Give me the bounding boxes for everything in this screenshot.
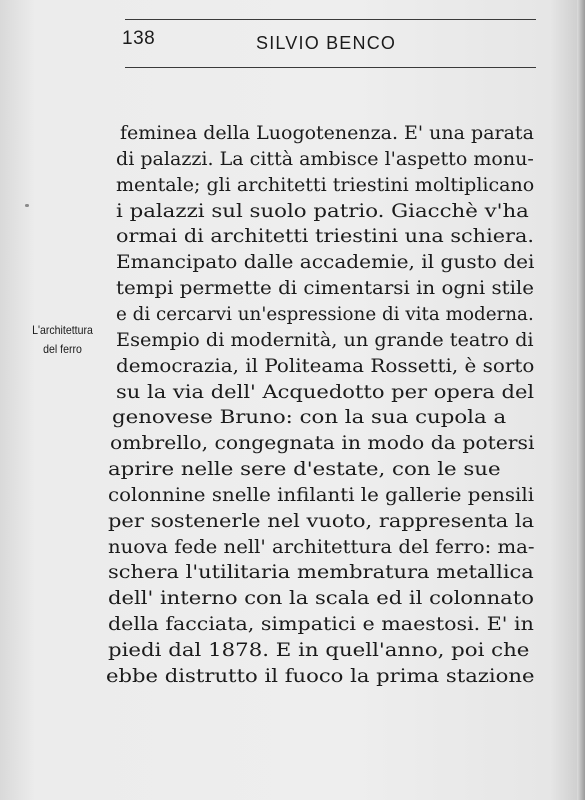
header-rule-bottom (125, 67, 536, 68)
body-text-line: colonnine snelle infilanti le gallerie pensili (108, 484, 535, 506)
body-text-line: genovese Bruno: con la sua cupola a (112, 406, 507, 428)
page-number: 138 (122, 28, 156, 49)
body-text-line: per sostenerle nel vuoto, rappresenta la (108, 510, 535, 532)
marginal-note-line: L'architettura (32, 323, 93, 337)
body-text-line: aprire nelle sere d'estate, con le sue (108, 458, 501, 480)
body-text-line: su la via dell' Acquedotto per opera del (116, 381, 535, 403)
body-text-line: nuova fede nell' architettura del ferro: ma- (108, 536, 535, 558)
header-rule-top (125, 19, 536, 20)
running-title: SILVIO BENCO (256, 33, 397, 53)
body-text-line: schera l'utilitaria membratura metallica (108, 561, 534, 583)
body-text-line: ombrello, congegnata in modo da potersi (110, 432, 535, 454)
body-text-line: e di cercarvi un'espressione di vita moderna. (116, 303, 534, 325)
body-text-line: Esempio di modernità, un grande teatro di (116, 329, 534, 351)
body-text-line: feminea della Luogotenenza. E' una parata (120, 122, 534, 144)
marginal-note-line: del ferro (43, 342, 82, 356)
body-text-line: della facciata, simpatici e maestosi. E' in (108, 613, 534, 635)
page-edge-shadow (577, 0, 585, 800)
body-text-line: di palazzi. La città ambisce l'aspetto monu- (116, 148, 534, 170)
body-text-line: piedi dal 1878. E in quell'anno, poi che (108, 639, 530, 661)
body-text-line: democrazia, il Politeama Rossetti, è sorto (116, 355, 535, 377)
body-text-line: ormai di architetti triestini una schiera. (116, 225, 534, 247)
body-text-line: dell' interno con la scala ed il colonnato (108, 587, 534, 609)
body-text-line: Emancipato dalle accademie, il gusto dei (116, 251, 535, 273)
body-text-line: tempi permette di cimentarsi in ogni stile (116, 277, 534, 299)
body-text-line: ebbe distrutto il fuoco la prima stazione (106, 665, 535, 687)
body-text-line: mentale; gli architetti triestini moltiplicano (116, 174, 535, 196)
paper-speck (25, 204, 29, 207)
marginal-note (22, 321, 103, 359)
body-text-line: i palazzi sul suolo patrio. Giacchè v'ha (116, 200, 529, 222)
